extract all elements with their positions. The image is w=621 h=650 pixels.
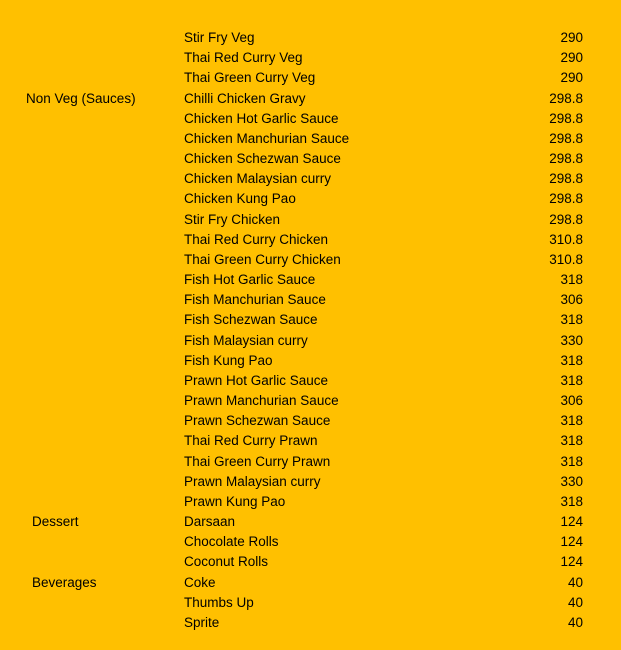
menu-item-price: 318 (560, 312, 583, 328)
menu-item-price: 290 (560, 30, 583, 45)
menu-item-name: Darsaan (184, 514, 236, 530)
menu-item-price: 40 (567, 574, 583, 590)
menu-item-name: Prawn Kung Pao (184, 493, 286, 509)
menu-item-price: 124 (560, 534, 583, 550)
menu-item-price: 318 (560, 413, 583, 429)
menu-item-name: Sprite (184, 614, 220, 630)
menu-item-name: Chilli Chicken Gravy (184, 90, 306, 106)
menu-row (0, 371, 621, 391)
menu-item-name: Thai Red Curry Veg (184, 50, 303, 66)
menu-item-price: 124 (560, 554, 583, 570)
menu-item-price: 310.8 (549, 251, 583, 267)
menu-row (0, 351, 621, 371)
menu-item-name: Prawn Manchurian Sauce (184, 393, 339, 409)
menu-item-name: Prawn Malaysian curry (184, 473, 321, 489)
menu-row (0, 431, 621, 451)
menu-item-name: Fish Schezwan Sauce (184, 312, 318, 328)
menu-item-price: 318 (560, 453, 583, 469)
menu-item-price: 330 (560, 473, 583, 489)
menu-item-name: Fish Manchurian Sauce (184, 292, 326, 308)
menu-item-price: 298.8 (549, 211, 583, 227)
menu-item-name: Thumbs Up (184, 594, 254, 610)
menu-row (0, 391, 621, 411)
menu-item-price: 298.8 (549, 191, 583, 207)
menu-row (0, 68, 621, 88)
menu-row (0, 331, 621, 351)
menu-item-name: Thai Green Curry Veg (184, 70, 316, 86)
menu-item-name: Thai Green Curry Prawn (184, 453, 331, 469)
menu-item-name: Chicken Schezwan Sauce (184, 151, 341, 166)
menu-row (0, 593, 621, 613)
menu-row (0, 512, 621, 532)
menu-item-name: Prawn Hot Garlic Sauce (184, 372, 329, 388)
menu-item-price: 310.8 (549, 231, 583, 247)
menu-item-price: 40 (567, 614, 583, 630)
menu-item-price: 298.8 (549, 90, 583, 106)
menu-row (0, 310, 621, 330)
menu-row (0, 169, 621, 189)
menu-item-name: Stir Fry Veg (184, 30, 255, 45)
menu-item-price: 298.8 (549, 130, 583, 146)
menu-item-price: 318 (560, 352, 583, 368)
menu-row (0, 452, 621, 472)
menu-row (0, 230, 621, 250)
category-label: Dessert (32, 514, 79, 530)
menu-item-name: Chicken Manchurian Sauce (184, 130, 350, 146)
menu-item-price: 40 (567, 594, 583, 610)
menu-row (0, 270, 621, 290)
menu-row (0, 250, 621, 270)
menu-item-name: Chicken Hot Garlic Sauce (184, 110, 339, 126)
menu-item-name: Fish Kung Pao (184, 352, 273, 368)
menu-item-price: 330 (560, 332, 583, 348)
menu-item-price: 290 (560, 70, 583, 86)
menu-item-price: 318 (560, 433, 583, 449)
menu-item-price: 306 (560, 393, 583, 409)
menu-row (0, 472, 621, 492)
menu-item-name: Thai Red Curry Chicken (184, 231, 329, 247)
menu-item-name: Chicken Kung Pao (184, 191, 296, 207)
menu-item-price: 290 (560, 50, 583, 66)
menu-item-name: Chocolate Rolls (184, 534, 279, 550)
category-label: Beverages (32, 574, 97, 590)
menu-row (0, 109, 621, 129)
menu-item-price: 124 (560, 514, 583, 530)
menu-item-name: Thai Red Curry Prawn (184, 433, 318, 449)
menu-row (0, 149, 621, 169)
menu-row (0, 552, 621, 572)
menu-row (0, 189, 621, 209)
menu-item-name: Thai Green Curry Chicken (184, 251, 341, 267)
menu-row (0, 28, 621, 48)
menu-row (0, 129, 621, 149)
menu-item-price: 306 (560, 292, 583, 308)
menu-row (0, 210, 621, 230)
menu-item-name: Fish Hot Garlic Sauce (184, 272, 316, 287)
menu-item-price: 318 (560, 372, 583, 388)
menu-item-name: Prawn Schezwan Sauce (184, 413, 331, 429)
menu-item-name: Fish Malaysian curry (184, 332, 308, 348)
menu-row (0, 492, 621, 512)
menu-item-price: 318 (560, 272, 583, 287)
menu-row (0, 89, 621, 109)
menu-item-price: 318 (560, 493, 583, 509)
menu-item-name: Coke (184, 574, 216, 590)
menu-row (0, 573, 621, 593)
menu-row (0, 613, 621, 633)
menu-row (0, 532, 621, 552)
category-label: Non Veg (Sauces) (26, 90, 136, 106)
menu-item-name: Coconut Rolls (184, 554, 269, 570)
menu-item-name: Chicken Malaysian curry (184, 171, 332, 187)
menu-row (0, 411, 621, 431)
menu-item-name: Stir Fry Chicken (184, 211, 281, 227)
menu-item-price: 298.8 (549, 151, 583, 166)
menu-item-price: 298.8 (549, 171, 583, 187)
menu-row (0, 48, 621, 68)
menu-item-price: 298.8 (549, 110, 583, 126)
menu-row (0, 290, 621, 310)
